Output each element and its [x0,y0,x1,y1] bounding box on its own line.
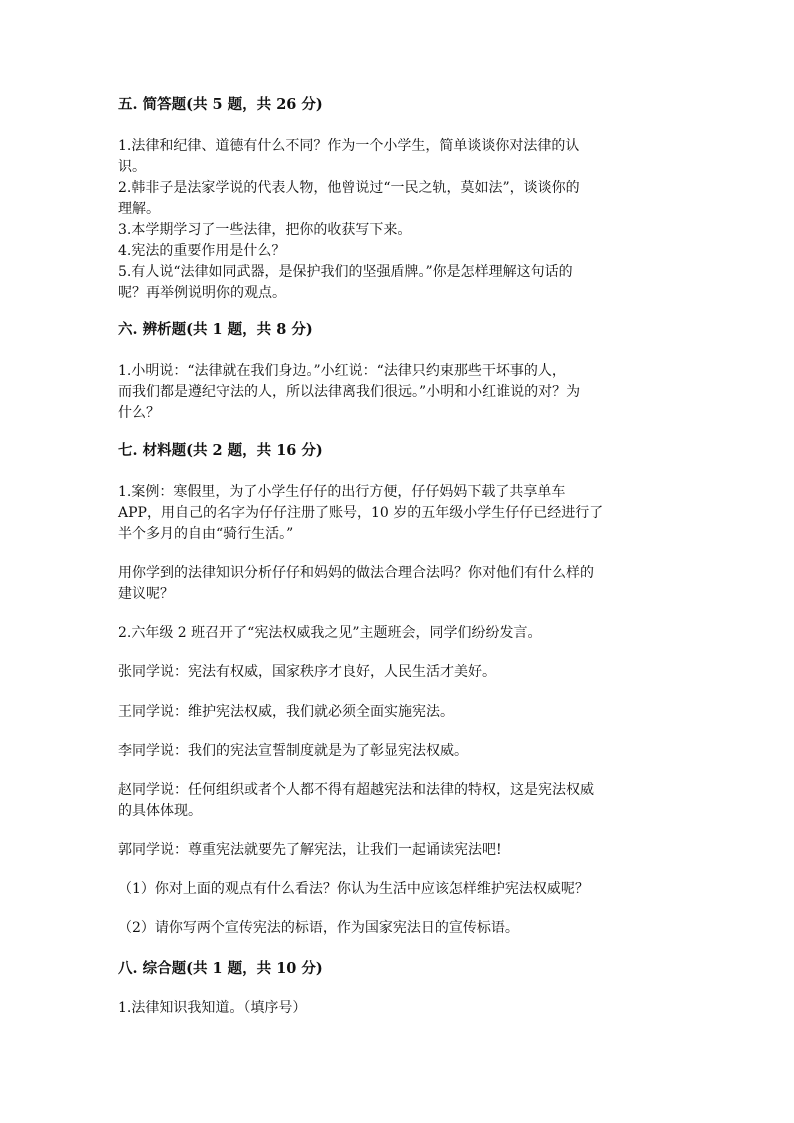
s5-line-7: 5.有人说“法律如同武器，是保护我们的坚强盾牌。”你是怎样理解这句话的 [118,264,573,280]
s8-line-1: 1.法律知识我知道。（填序号） [118,1000,307,1016]
s5-line-8: 呢？再举例说明你的观点。 [118,285,286,301]
section-heading-8: 八. 综合题(共 1 题，共 10 分) [118,960,323,977]
s6-line-3: 什么？ [118,405,160,421]
section-heading-5: 五. 简答题(共 5 题，共 26 分) [118,96,323,113]
s7-sub-question-1: （1）你对上面的观点有什么看法？你认为生活中应该怎样维护宪法权威呢？ [118,881,589,897]
s5-line-1: 1.法律和纪律、道德有什么不同？作为一个小学生，简单谈谈你对法律的认 [118,138,580,154]
s7-q1-ask-line-1: 用你学到的法律知识分析仔仔和妈妈的做法合理合法吗？你对他们有什么样的 [118,565,594,581]
s6-line-1: 1.小明说：“法律就在我们身边。”小红说：“法律只约束那些干坏事的人， [118,363,566,379]
s7-q1-line-1: 1.案例：寒假里，为了小学生仔仔的出行方便，仔仔妈妈下载了共享单车 [118,484,566,500]
s7-guo-statement: 郭同学说：尊重宪法就要先了解宪法，让我们一起诵读宪法吧! [118,842,502,858]
s5-line-6: 4.宪法的重要作用是什么？ [118,243,286,259]
s7-sub-question-2: （2）请你写两个宣传宪法的标语，作为国家宪法日的宣传标语。 [118,920,519,936]
s7-q1-line-2: APP，用自己的名字为仔仔注册了账号，10 岁的五年级小学生仔仔已经进行了 [118,505,604,521]
s5-line-4: 理解。 [118,201,160,217]
s5-line-2: 识。 [118,159,146,175]
s7-li-statement: 李同学说：我们的宪法宣誓制度就是为了彰显宪法权威。 [118,743,468,759]
s7-zhao-line-1: 赵同学说：任何组织或者个人都不得有超越宪法和法律的特权，这是宪法权威 [118,782,594,798]
section-heading-7: 七. 材料题(共 2 题，共 16 分) [118,442,323,459]
s7-zhao-line-2: 的具体体现。 [118,803,202,819]
s7-q1-ask-line-2: 建议呢？ [118,586,174,602]
section-heading-6: 六. 辨析题(共 1 题，共 8 分) [118,321,313,338]
s7-wang-statement: 王同学说：维护宪法权威，我们就必须全面实施宪法。 [118,704,454,720]
s7-q1-line-3: 半个多月的自由“骑行生活。” [118,526,294,542]
s6-line-2: 而我们都是遵纪守法的人，所以法律离我们很远。”小明和小红谁说的对？为 [118,384,581,400]
s7-q2-intro: 2.六年级 2 班召开了“宪法权威我之见”主题班会，同学们纷纷发言。 [118,625,542,641]
s5-line-3: 2.韩非子是法家学说的代表人物，他曾说过“一民之轨，莫如法”，谈谈你的 [118,180,580,196]
s7-zhang-statement: 张同学说：宪法有权威，国家秩序才良好，人民生活才美好。 [118,664,496,680]
s5-line-5: 3.本学期学习了一些法律，把你的收获写下来。 [118,222,412,238]
